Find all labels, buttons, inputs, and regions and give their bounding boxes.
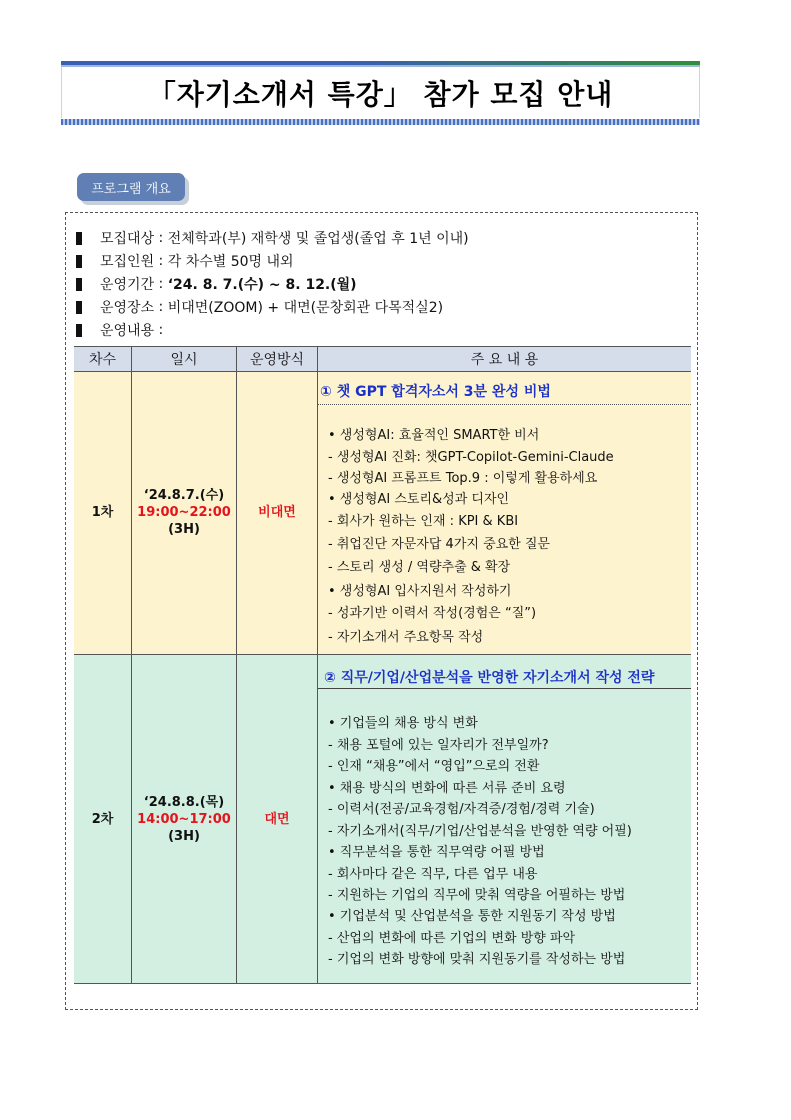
header-mode: 운영방식 <box>237 346 317 372</box>
overview-item <box>76 274 357 294</box>
overview-label: 운영장소 <box>100 300 155 316</box>
session-title: ① 챗 GPT 합격자소서 3분 완성 비법 <box>320 384 551 400</box>
page-title: 「자기소개서 특강」 참가 모집 안내 <box>147 77 614 111</box>
time-text: 14:00~17:00 <box>137 811 231 827</box>
content-item: - 지원하는 기업의 직무에 맞춰 역량을 어필하는 방법 <box>328 888 626 903</box>
overview-item <box>76 228 469 248</box>
content-item: - 인재 “채용”에서 “영입”으로의 전환 <box>328 759 540 774</box>
content-item: - 취업진단 자문자답 4가지 중요한 질문 <box>328 537 550 552</box>
overview-item <box>76 297 443 317</box>
duration-text: (3H) <box>168 522 200 537</box>
square-bullet-icon <box>76 278 82 291</box>
header-content: 주 요 내 용 <box>318 346 691 372</box>
datetime-cell <box>132 371 236 654</box>
mode-cell <box>237 655 317 983</box>
content-item: - 채용 포털에 있는 일자리가 전부일까? <box>328 738 549 753</box>
overview-value: 비대면(ZOOM) + 대면(문창회관 다목적실2) <box>167 300 444 316</box>
title-bottom-bar <box>61 119 700 125</box>
content-item: • 직무분석을 통한 직무역량 어필 방법 <box>328 845 545 860</box>
table-bottom <box>74 983 691 984</box>
header-datetime: 일시 <box>132 346 236 372</box>
overview-separator: : <box>154 322 168 338</box>
overview-separator: : <box>154 253 168 269</box>
content-item: - 성과기반 이력서 작성(경험은 “질”) <box>328 606 537 621</box>
overview-separator: : <box>154 276 168 292</box>
content-item: - 스토리 생성 / 역량추출 & 확장 <box>328 560 511 575</box>
duration-text: (3H) <box>168 828 200 844</box>
program-table <box>74 346 691 984</box>
date-text: ‘24.8.7.(수) <box>143 488 225 503</box>
mode-cell <box>237 371 317 654</box>
content-item: • 생성형AI 스토리&성과 디자인 <box>328 492 510 507</box>
content-item: • 기업들의 채용 방식 변화 <box>328 716 478 731</box>
content-item: • 생성형AI: 효율적인 SMART한 비서 <box>328 428 540 443</box>
time-text: 19:00~22:00 <box>137 505 231 520</box>
content-item: - 회사마다 같은 직무, 다른 업무 내용 <box>328 867 538 882</box>
square-bullet-icon <box>76 255 82 268</box>
overview-value: 전체학과(부) 재학생 및 졸업생(졸업 후 1년 이내) <box>167 231 469 247</box>
round-cell <box>74 655 131 983</box>
square-bullet-icon <box>76 324 82 337</box>
title-inner <box>61 67 700 118</box>
overview-value: ‘24. 8. 7.(수) ~ 8. 12.(월) <box>167 277 357 293</box>
session-title: ② 직무/기업/산업분석을 반영한 자기소개서 작성 전략 <box>324 670 655 686</box>
content-item: - 산업의 변화에 따른 기업의 변화 방향 파악 <box>328 931 576 946</box>
overview-item <box>76 251 294 271</box>
square-bullet-icon <box>76 301 82 314</box>
overview-label: 모집인원 <box>100 254 155 270</box>
datetime-cell <box>132 655 236 983</box>
overview-value: 각 차수별 50명 내외 <box>167 254 294 270</box>
header-round: 차수 <box>74 346 131 372</box>
mode-text: 비대면 <box>258 505 296 520</box>
content-item: - 이력서(전공/교육경험/자격증/경험/경력 기술) <box>328 802 595 817</box>
overview-separator: : <box>154 299 168 315</box>
content-item: • 채용 방식의 변화에 따른 서류 준비 요령 <box>328 781 566 796</box>
content-item: - 자기소개서 주요항목 작성 <box>328 630 484 645</box>
round-label: 2차 <box>91 811 114 827</box>
section-tag: 프로그램 개요 <box>77 173 185 201</box>
date-text: ‘24.8.8.(목) <box>143 794 225 810</box>
round-cell <box>74 371 131 654</box>
overview-item <box>76 320 168 340</box>
title-banner <box>61 61 700 125</box>
overview-label: 운영내용 <box>100 323 155 339</box>
content-item: - 생성형AI 진화: 챗GPT-Copilot-Gemini-Claude <box>328 450 614 465</box>
content-item: - 기업의 변화 방향에 맞춰 지원동기를 작성하는 방법 <box>328 952 626 967</box>
title-divider <box>318 688 691 689</box>
overview-separator: : <box>154 230 168 246</box>
content-item: • 기업분석 및 산업분석을 통한 지원동기 작성 방법 <box>328 909 616 924</box>
content-item: • 생성형AI 입사지원서 작성하기 <box>328 584 512 599</box>
title-divider <box>318 404 691 405</box>
col-divider <box>317 346 318 984</box>
content-item: - 생성형AI 프롬프트 Top.9 : 이렇게 활용하세요 <box>328 471 598 486</box>
content-item: - 회사가 원하는 인재 : KPI & KBI <box>328 514 519 529</box>
overview-label: 모집대상 <box>100 231 155 247</box>
round-label: 1차 <box>91 505 114 520</box>
mode-text: 대면 <box>264 811 290 827</box>
square-bullet-icon <box>76 232 82 245</box>
overview-label: 운영기간 <box>100 277 155 293</box>
content-item: - 자기소개서(직무/기업/산업분석을 반영한 역량 어필) <box>328 824 632 839</box>
